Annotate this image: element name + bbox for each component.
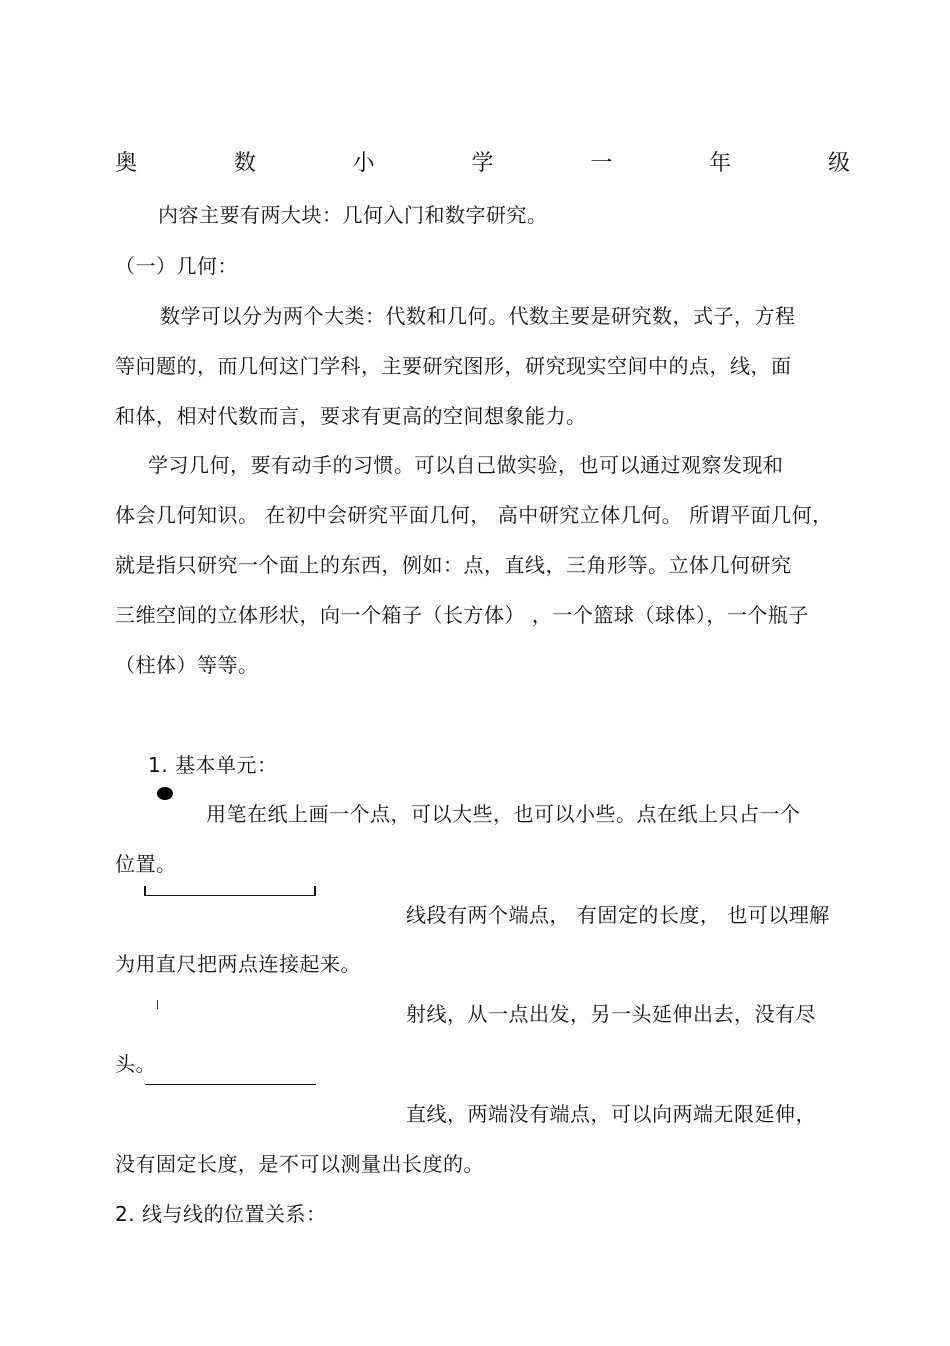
paragraph-line: （柱体）等等。 (115, 653, 259, 677)
point-figure (157, 787, 173, 800)
ray-description: 头。 (115, 1052, 156, 1076)
paragraph-line: 学习几何，要有动手的习惯。可以自己做实验，也可以通过观察发现和 (148, 453, 784, 477)
segment-description: 线段有两个端点， 有固定的长度， 也可以理解 (406, 903, 830, 927)
title-char: 奥 (115, 151, 138, 176)
point-description: 位置。 (115, 852, 177, 876)
intro-text: 内容主要有两大块：几何入门和数字研究。 (158, 203, 548, 227)
basic-units-heading: 1. 基本单元： (148, 753, 278, 777)
title-char: 学 (471, 151, 494, 176)
segment-figure (145, 895, 316, 896)
point-description: 用笔在纸上画一个点，可以大些，也可以小些。点在纸上只占一个 (206, 802, 801, 826)
line-description: 直线，两端没有端点，可以向两端无限延伸， (406, 1102, 816, 1126)
ray-description: 射线，从一点出发，另一头延伸出去，没有尽 (406, 1002, 816, 1026)
title-char: 级 (827, 151, 850, 176)
paragraph-line: 三维空间的立体形状，向一个箱子（长方体） ，一个篮球（球体），一个瓶子 (115, 603, 809, 627)
paragraph-line: 就是指只研究一个面上的东西，例如：点，直线，三角形等。立体几何研究 (115, 553, 792, 577)
title-char: 一 (590, 151, 613, 176)
line-description: 没有固定长度，是不可以测量出长度的。 (115, 1152, 484, 1176)
straight-line-figure (145, 1084, 316, 1085)
segment-description: 为用直尺把两点连接起来。 (115, 952, 361, 976)
segment-endpoint (144, 886, 146, 896)
title-char: 小 (352, 151, 375, 176)
section-heading-geometry: （一）几何： (115, 254, 238, 278)
title-char: 数 (233, 151, 256, 176)
paragraph-line: 等问题的，而几何这门学科，主要研究图形，研究现实空间中的点，线，面 (115, 354, 792, 378)
document-title (115, 150, 850, 178)
section-heading-line-relations: 2. 线与线的位置关系： (115, 1202, 327, 1226)
ray-figure (157, 1000, 158, 1009)
paragraph-line: 和体，相对代数而言，要求有更高的空间想象能力。 (115, 404, 587, 428)
segment-endpoint (314, 886, 316, 896)
title-char: 年 (709, 151, 732, 176)
paragraph-line: 数学可以分为两个大类：代数和几何。代数主要是研究数，式子，方程 (160, 304, 796, 328)
paragraph-line: 体会几何知识。 在初中会研究平面几何， 高中研究立体几何。 所谓平面几何， (115, 503, 833, 527)
